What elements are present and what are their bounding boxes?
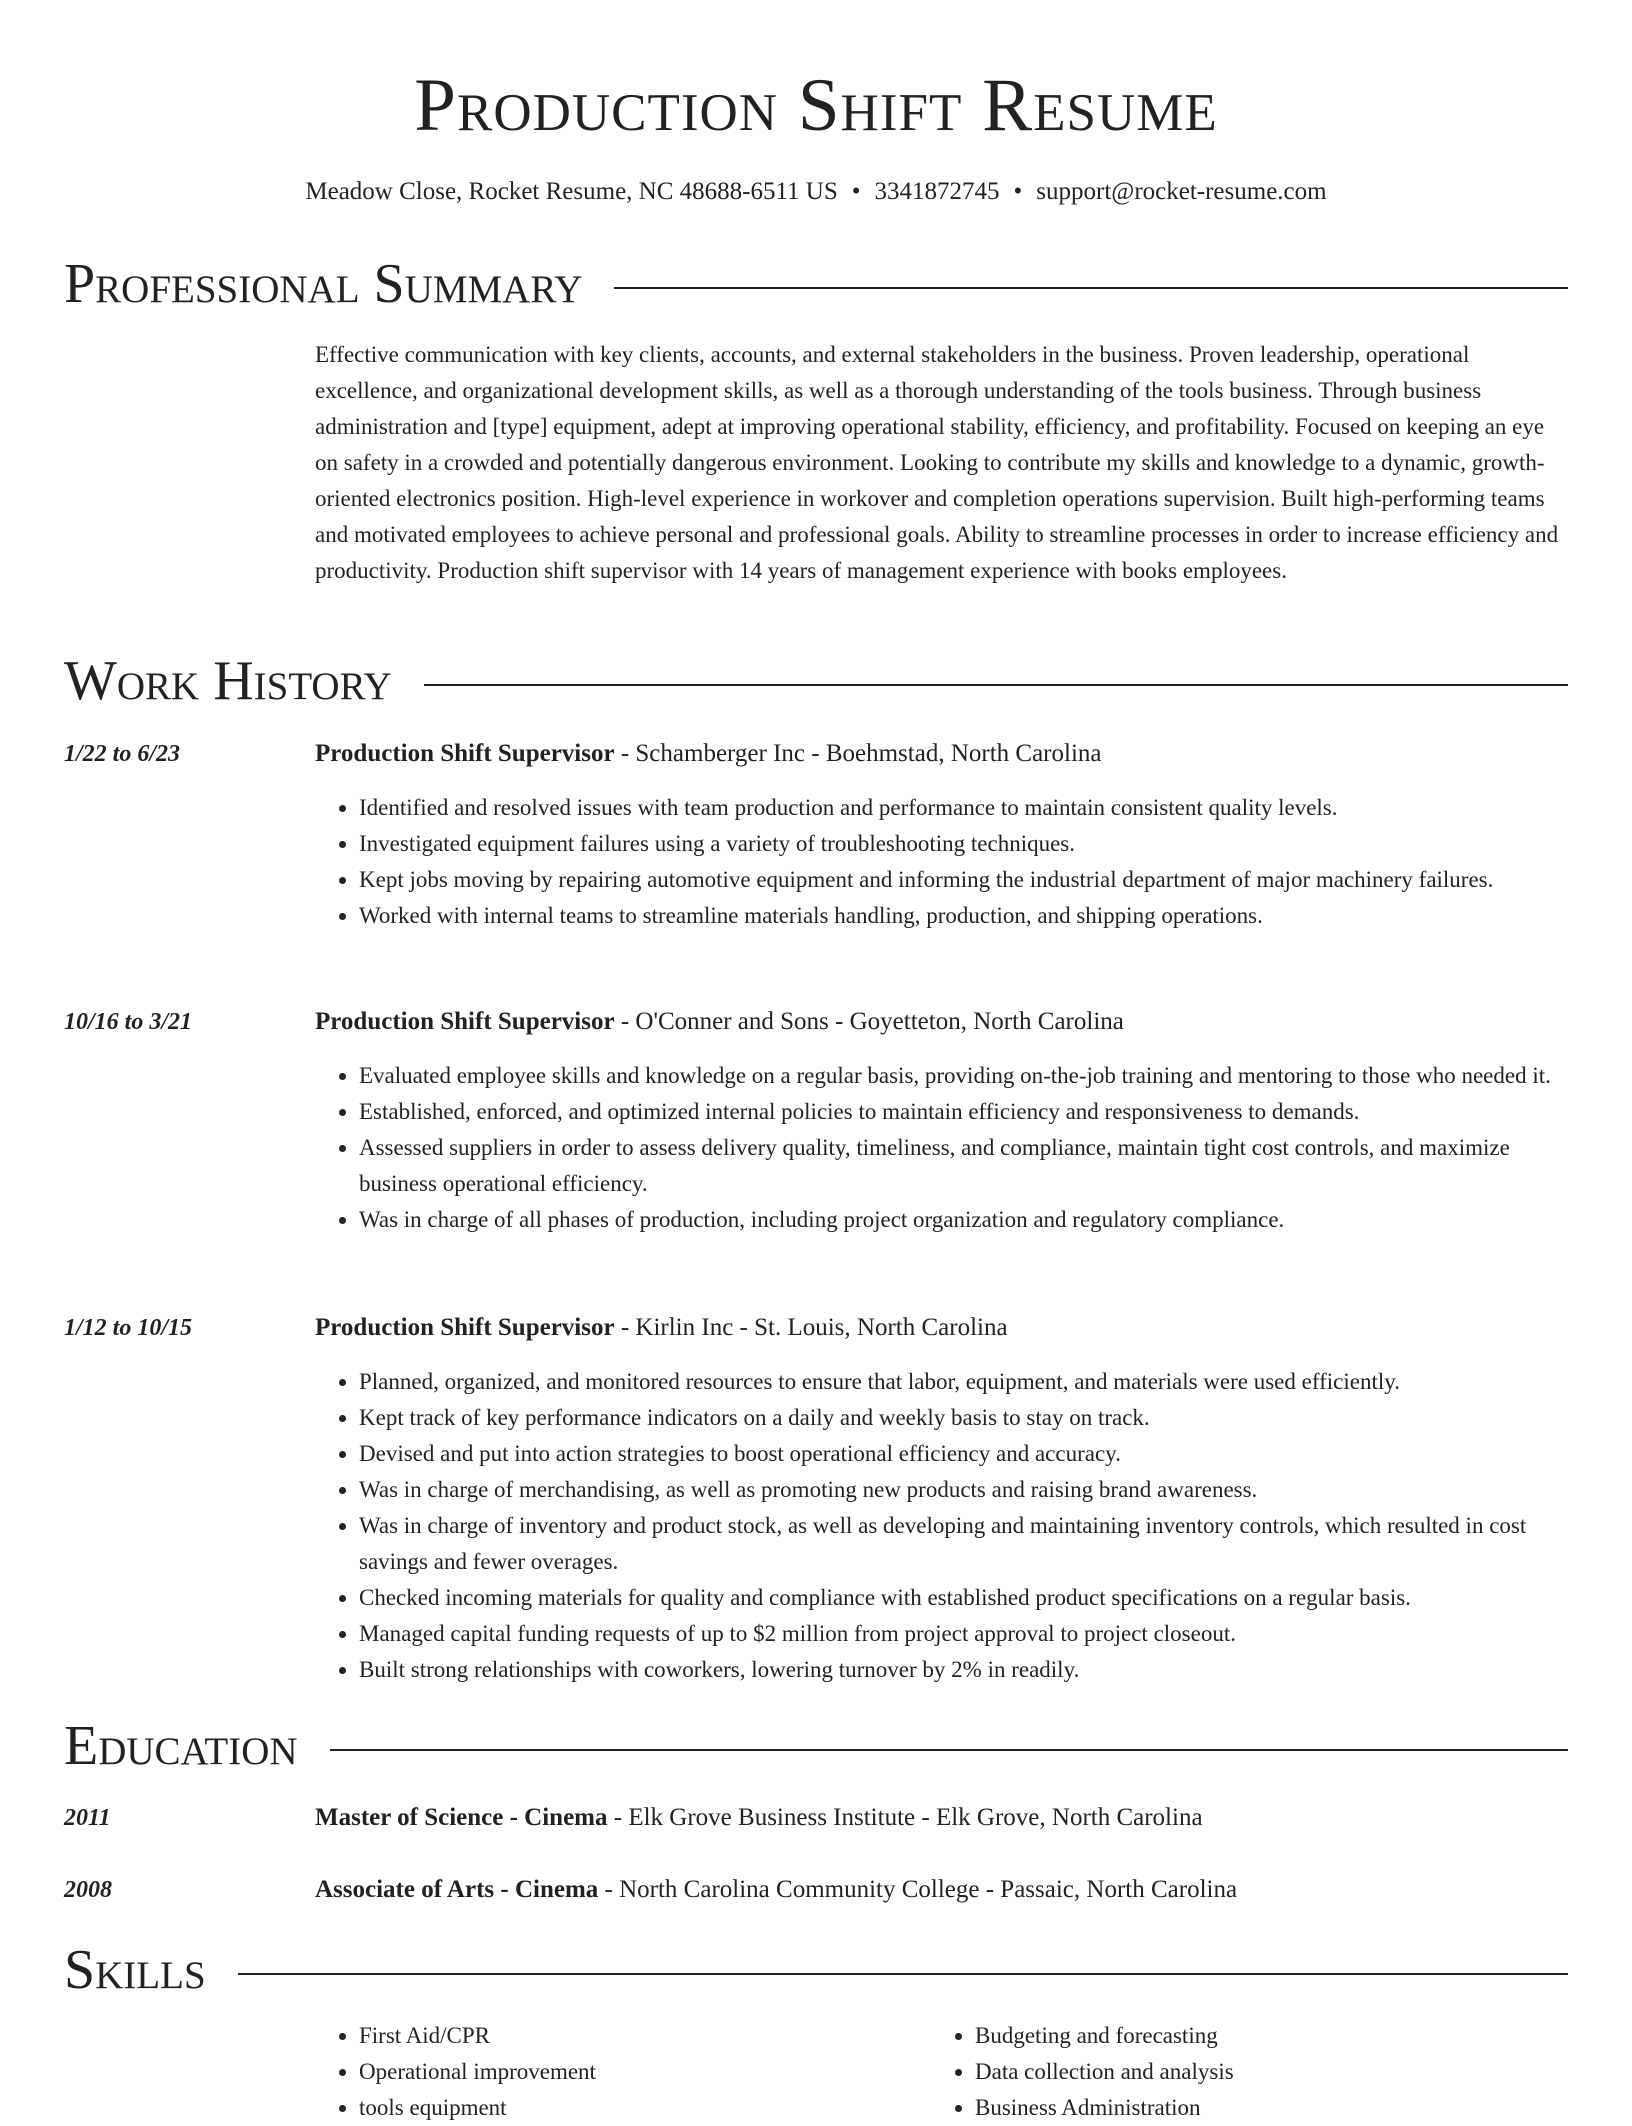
separator: • (851, 178, 861, 205)
skill-item: • Operational improvement (359, 2054, 929, 2090)
job-heading (315, 1310, 1568, 1346)
skills-title: Skills (64, 1939, 206, 2001)
job-details: - O'Conner and Sons - Goyetteton, North Carolina (614, 1008, 1124, 1035)
email: support@rocket-resume.com (1036, 178, 1327, 205)
section-divider (614, 287, 1568, 289)
job-role: Production Shift Supervisor (315, 1314, 615, 1341)
job-date: 1/22 to 6/23 (64, 741, 181, 767)
job-date: 10/16 to 3/21 (64, 1009, 193, 1035)
education-degree: Master of Science - Cinema (315, 1804, 608, 1831)
work-title: Work History (64, 650, 392, 712)
list-item: • Was in charge of all phases of production, including project organization and regulatory compliance. (359, 1202, 1568, 1238)
education-title: Education (64, 1715, 298, 1777)
skill-item: • Business Administration (975, 2090, 1612, 2126)
work-section-header (64, 649, 1568, 713)
contact-line (0, 175, 1632, 209)
list-item: • Established, enforced, and optimized internal policies to maintain efficiency and responsiveness to demands. (359, 1094, 1568, 1130)
job-bullets (315, 1058, 1568, 1238)
job-date: 1/12 to 10/15 (64, 1315, 193, 1341)
list-item: • Was in charge of inventory and product stock, as well as developing and maintaining inventory controls, which resulted in cost savings and fewer overages. (359, 1508, 1568, 1580)
list-item: • Devised and put into action strategies to boost operational efficiency and accuracy. (359, 1436, 1568, 1472)
list-item: • Kept track of key performance indicators on a daily and weekly basis to stay on track. (359, 1400, 1568, 1436)
education-details: - Elk Grove Business Institute - Elk Grove, North Carolina (607, 1804, 1203, 1831)
education-details: - North Carolina Community College - Passaic, North Carolina (598, 1876, 1238, 1903)
summary-text: Effective communication with key clients, accounts, and external stakeholders in the business. Proven leadership, operational excellence, and organizational development skills, as well as a thorough understanding of the tools business. Through business administration and [type] equipment, adept at improving operational stability, efficiency, and profitability. Focused on keeping an eye on safety in a crowded and potentially dangerous environment. Looking to contribute my skills and knowledge to a dynamic, growth-oriented electronics position. High-level experience in workover and completion operations supervision. Built high-performing teams and motivated employees to achieve personal and professional goals. Ability to streamline processes in order to increase efficiency and productivity. Production shift supervisor with 14 years of management experience with books employees. (315, 342, 1559, 583)
section-divider (330, 1749, 1568, 1751)
skills-list-left (315, 2018, 929, 2126)
job-bullets (315, 1364, 1568, 1688)
skill-item: • tools equipment (359, 2090, 929, 2126)
job-heading (315, 736, 1568, 772)
summary-section-header (64, 252, 1568, 316)
job-details: - Schamberger Inc - Boehmstad, North Carolina (614, 740, 1102, 767)
resume-title: Production Shift Resume (414, 64, 1218, 147)
skills-list-right (931, 2018, 1612, 2126)
list-item: • Evaluated employee skills and knowledge on a regular basis, providing on-the-job training and mentoring to those who needed it. (359, 1058, 1568, 1094)
skill-item: • Budgeting and forecasting (975, 2018, 1612, 2054)
list-item: • Worked with internal teams to streamline materials handling, production, and shipping operations. (359, 898, 1568, 934)
job-bullets (315, 790, 1568, 934)
section-divider (424, 684, 1568, 686)
summary-title: Professional Summary (64, 253, 583, 315)
education-section-header (64, 1714, 1568, 1778)
list-item: • Planned, organized, and monitored resources to ensure that labor, equipment, and materials were used efficiently. (359, 1364, 1568, 1400)
list-item: • Checked incoming materials for quality and compliance with established product specifications on a regular basis. (359, 1580, 1568, 1616)
education-degree: Associate of Arts - Cinema (315, 1876, 599, 1903)
job-role: Production Shift Supervisor (315, 1008, 615, 1035)
education-date: 2011 (64, 1805, 111, 1831)
job-details: - Kirlin Inc - St. Louis, North Carolina (614, 1314, 1008, 1341)
education-heading (315, 1800, 1568, 1836)
list-item: • Assessed suppliers in order to assess delivery quality, timeliness, and compliance, maintain tight cost controls, and maximize business operational efficiency. (359, 1130, 1568, 1202)
education-date: 2008 (64, 1877, 112, 1903)
skill-item: • Data collection and analysis (975, 2054, 1612, 2090)
skill-item: • First Aid/CPR (359, 2018, 929, 2054)
list-item: • Managed capital funding requests of up to $2 million from project approval to project closeout. (359, 1616, 1568, 1652)
job-role: Production Shift Supervisor (315, 740, 615, 767)
phone: 3341872745 (874, 178, 1000, 205)
skills-section-header (64, 1938, 1568, 2002)
section-divider (238, 1973, 1568, 1975)
address: Meadow Close, Rocket Resume, NC 48688-6511 US (305, 178, 838, 205)
list-item: • Was in charge of merchandising, as well as promoting new products and raising brand awareness. (359, 1472, 1568, 1508)
list-item: • Kept jobs moving by repairing automotive equipment and informing the industrial department of major machinery failures. (359, 862, 1568, 898)
list-item: • Investigated equipment failures using a variety of troubleshooting techniques. (359, 826, 1568, 862)
list-item: • Identified and resolved issues with team production and performance to maintain consistent quality levels. (359, 790, 1568, 826)
job-heading (315, 1004, 1568, 1040)
education-heading (315, 1872, 1568, 1908)
list-item: • Built strong relationships with coworkers, lowering turnover by 2% in readily. (359, 1652, 1568, 1688)
separator: • (1013, 178, 1023, 205)
